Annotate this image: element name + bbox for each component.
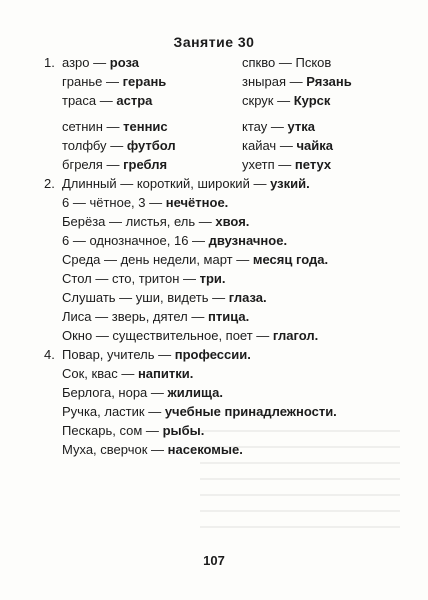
task-2-number: 2. bbox=[44, 176, 55, 191]
dash: — bbox=[270, 119, 284, 134]
answer-word: гребля bbox=[123, 157, 168, 172]
dash: — bbox=[106, 157, 120, 172]
task-4-line bbox=[62, 384, 223, 402]
answer-word: профессии. bbox=[174, 347, 251, 362]
task-1-right-item bbox=[242, 92, 330, 110]
scrambled-word: знырая bbox=[242, 74, 286, 89]
dash: — bbox=[93, 55, 107, 70]
analogy-text: Окно — существительное, поет — bbox=[62, 328, 270, 343]
answer-word: хвоя. bbox=[215, 214, 250, 229]
task-1-right-item bbox=[242, 137, 333, 155]
grouping-text: Муха, сверчок — bbox=[62, 442, 165, 457]
grouping-text: Ручка, ластик — bbox=[62, 404, 162, 419]
answer-word: напитки. bbox=[137, 366, 194, 381]
answer-word: учебные принадлежности. bbox=[164, 404, 337, 419]
scrambled-word: кайач bbox=[242, 138, 277, 153]
answer-word: насекомые. bbox=[167, 442, 243, 457]
task-4-line bbox=[62, 365, 193, 383]
dash: — bbox=[278, 55, 292, 70]
task-4-number: 4. bbox=[44, 347, 55, 362]
task-2-line bbox=[62, 232, 287, 250]
scrambled-word: гранье bbox=[62, 74, 103, 89]
answer-word: петух bbox=[294, 157, 332, 172]
task-2-line bbox=[62, 327, 318, 345]
page-number: 107 bbox=[203, 553, 225, 568]
task-2-line bbox=[62, 194, 228, 212]
task-1-left-item bbox=[62, 156, 167, 174]
analogy-text: 6 — однозначное, 16 — bbox=[62, 233, 206, 248]
answer-word: птица. bbox=[207, 309, 250, 324]
scrambled-word: бгреля bbox=[62, 157, 103, 172]
task-2-line bbox=[62, 270, 226, 288]
answer-word: нечётное. bbox=[165, 195, 229, 210]
dash: — bbox=[99, 93, 113, 108]
scrambled-word: ухетп bbox=[242, 157, 275, 172]
analogy-text: Берёза — листья, ель — bbox=[62, 214, 212, 229]
task-2-line bbox=[62, 251, 328, 269]
task-4-line bbox=[62, 346, 251, 364]
task-1-number: 1. bbox=[44, 55, 55, 70]
analogy-text: Длинный — короткий, широкий — bbox=[62, 176, 267, 191]
dash: — bbox=[289, 74, 303, 89]
answer-word: узкий. bbox=[270, 176, 310, 191]
task-1-right-item bbox=[242, 54, 331, 72]
answer-word: двузначное. bbox=[208, 233, 288, 248]
task-1-right-item bbox=[242, 73, 352, 91]
task-1-left-item bbox=[62, 137, 176, 155]
answer-word: глаза. bbox=[228, 290, 267, 305]
answer-word: теннис bbox=[123, 119, 168, 134]
task-2-line bbox=[62, 175, 310, 193]
dash: — bbox=[277, 93, 291, 108]
answer-word: Псков bbox=[295, 55, 332, 70]
grouping-text: Берлога, нора — bbox=[62, 385, 164, 400]
dash: — bbox=[110, 138, 124, 153]
dash: — bbox=[279, 138, 293, 153]
grouping-text: Пескарь, сом — bbox=[62, 423, 159, 438]
answer-word: утка bbox=[287, 119, 315, 134]
answer-word: глагол. bbox=[272, 328, 319, 343]
answer-word: жилища. bbox=[167, 385, 223, 400]
task-4-line bbox=[62, 403, 337, 421]
answer-word: Рязань bbox=[306, 74, 352, 89]
answer-word: Курск bbox=[293, 93, 331, 108]
answer-word: роза bbox=[109, 55, 139, 70]
dash: — bbox=[106, 119, 120, 134]
scrambled-word: скрук bbox=[242, 93, 274, 108]
task-2-line bbox=[62, 289, 267, 307]
scrambled-word: ктау bbox=[242, 119, 268, 134]
task-1-left-item bbox=[62, 92, 152, 110]
task-1-left-item bbox=[62, 73, 166, 91]
answer-word: месяц года. bbox=[252, 252, 329, 267]
analogy-text: Среда — день недели, март — bbox=[62, 252, 250, 267]
task-2-line bbox=[62, 213, 249, 231]
grouping-text: Повар, учитель — bbox=[62, 347, 172, 362]
task-2-line bbox=[62, 308, 249, 326]
task-4-line bbox=[62, 441, 243, 459]
analogy-text: Стол — сто, тритон — bbox=[62, 271, 196, 286]
analogy-text: Лиса — зверь, дятел — bbox=[62, 309, 205, 324]
answer-word: астра bbox=[116, 93, 153, 108]
answer-word: три. bbox=[199, 271, 226, 286]
grouping-text: Сок, квас — bbox=[62, 366, 135, 381]
analogy-text: 6 — чётное, 3 — bbox=[62, 195, 163, 210]
scrambled-word: азро bbox=[62, 55, 90, 70]
task-1-right-item bbox=[242, 156, 331, 174]
answer-word: рыбы. bbox=[162, 423, 205, 438]
answer-word: герань bbox=[122, 74, 167, 89]
dash: — bbox=[106, 74, 120, 89]
analogy-text: Слушать — уши, видеть — bbox=[62, 290, 226, 305]
task-1-right-item bbox=[242, 118, 315, 136]
dash: — bbox=[278, 157, 292, 172]
lesson-title: Занятие 30 bbox=[173, 34, 255, 50]
scrambled-word: толфбу bbox=[62, 138, 107, 153]
answer-word: чайка bbox=[296, 138, 333, 153]
task-4-line bbox=[62, 422, 204, 440]
scrambled-word: сетнин bbox=[62, 119, 103, 134]
task-1-left-item bbox=[62, 118, 168, 136]
task-1-left-item bbox=[62, 54, 139, 72]
scrambled-word: спкво bbox=[242, 55, 276, 70]
scrambled-word: траса bbox=[62, 93, 97, 108]
answer-word: футбол bbox=[126, 138, 176, 153]
